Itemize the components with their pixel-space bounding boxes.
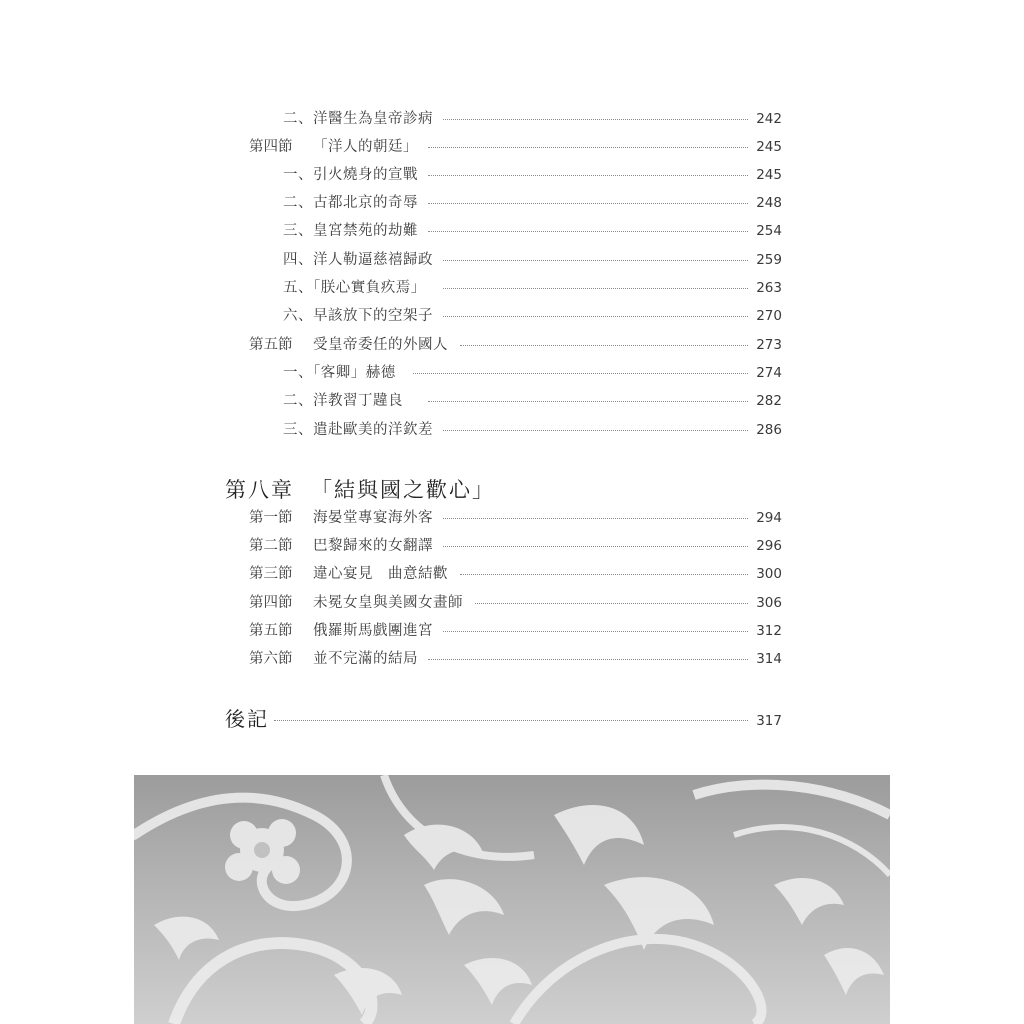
dot-leader <box>443 546 748 547</box>
toc-item-label: 二、洋醫生為皇帝診病 <box>283 111 433 127</box>
toc-item-label: 三、皇宮禁苑的劫難 <box>283 223 418 239</box>
dot-leader <box>428 147 748 148</box>
toc-item[interactable] <box>0 274 1024 302</box>
page-number: 300 <box>756 566 782 582</box>
toc-section[interactable] <box>0 133 1024 161</box>
toc-item[interactable] <box>0 359 1024 387</box>
page-number: 248 <box>756 195 782 211</box>
dot-leader <box>428 231 748 232</box>
page-number: 245 <box>756 139 782 155</box>
toc-section[interactable] <box>0 560 1024 588</box>
toc-section[interactable] <box>0 617 1024 645</box>
toc-item-label: 四、洋人勒逼慈禧歸政 <box>283 252 433 268</box>
dot-leader <box>443 119 748 120</box>
dot-leader <box>428 203 748 204</box>
toc-afterword[interactable] <box>0 704 1024 734</box>
section-number: 第六節 <box>249 651 293 667</box>
toc-item-label: 六、早該放下的空架子 <box>283 308 433 324</box>
page-number: 312 <box>756 623 782 639</box>
dot-leader <box>443 430 748 431</box>
page-number: 254 <box>756 223 782 239</box>
page-number: 245 <box>756 167 782 183</box>
dot-leader <box>443 518 748 519</box>
dot-leader <box>428 401 748 402</box>
toc-item-label: 二、洋教習丁韙良 <box>283 393 403 409</box>
toc-item-label: 三、遣赴歐美的洋欽差 <box>283 422 433 438</box>
floral-scroll-pattern <box>134 775 890 1024</box>
section-number: 第四節 <box>249 595 293 611</box>
dot-leader <box>443 260 748 261</box>
section-number: 第一節 <box>249 510 293 526</box>
toc-section[interactable] <box>0 504 1024 532</box>
dot-leader <box>475 603 748 604</box>
page-number: 273 <box>756 337 782 353</box>
toc-item-label: 一、引火燒身的宣戰 <box>283 167 418 183</box>
dot-leader <box>428 659 748 660</box>
toc-item-label: 五、「朕心實負疚焉」 <box>283 280 426 296</box>
section-title: 並不完滿的結局 <box>313 651 418 667</box>
chapter-title: 「結與國之歡心」 <box>311 478 495 502</box>
section-number: 第五節 <box>249 623 293 639</box>
dot-leader <box>460 345 748 346</box>
page-number: 294 <box>756 510 782 526</box>
page-number: 317 <box>756 713 782 729</box>
toc-section[interactable] <box>0 331 1024 359</box>
toc-item[interactable] <box>0 189 1024 217</box>
section-title: 受皇帝委任的外國人 <box>313 337 448 353</box>
afterword-title: 後記 <box>225 707 269 731</box>
toc-item[interactable] <box>0 246 1024 274</box>
dot-leader <box>274 720 748 721</box>
toc-item[interactable] <box>0 302 1024 330</box>
page-number: 314 <box>756 651 782 667</box>
page-number: 242 <box>756 111 782 127</box>
page-number: 286 <box>756 422 782 438</box>
chapter-number: 第八章 <box>225 478 294 502</box>
chapter-heading[interactable] <box>225 474 495 506</box>
section-title: 未冕女皇與美國女畫師 <box>313 595 463 611</box>
dot-leader <box>428 175 748 176</box>
dot-leader <box>443 288 748 289</box>
section-number: 第四節 <box>249 139 293 155</box>
toc-item[interactable] <box>0 105 1024 133</box>
page-number: 274 <box>756 365 782 381</box>
page-number: 263 <box>756 280 782 296</box>
page-number: 282 <box>756 393 782 409</box>
toc-section[interactable] <box>0 645 1024 673</box>
page-number: 259 <box>756 252 782 268</box>
dot-leader <box>413 373 748 374</box>
dot-leader <box>443 631 748 632</box>
toc-item-label: 一、「客卿」赫德 <box>283 365 396 381</box>
toc-section[interactable] <box>0 589 1024 617</box>
section-title: 「洋人的朝廷」 <box>313 139 418 155</box>
toc-item[interactable] <box>0 387 1024 415</box>
toc-item-label: 二、古都北京的奇辱 <box>283 195 418 211</box>
toc-item[interactable] <box>0 217 1024 245</box>
dot-leader <box>460 574 748 575</box>
floral-ornament-banner <box>134 775 890 1024</box>
section-number: 第三節 <box>249 566 293 582</box>
page-number: 296 <box>756 538 782 554</box>
section-title: 俄羅斯馬戲團進宮 <box>313 623 433 639</box>
toc-item[interactable] <box>0 161 1024 189</box>
toc-section[interactable] <box>0 532 1024 560</box>
page-number: 270 <box>756 308 782 324</box>
section-title: 違心宴見 曲意結歡 <box>313 566 448 582</box>
section-number: 第二節 <box>249 538 293 554</box>
dot-leader <box>443 316 748 317</box>
section-number: 第五節 <box>249 337 293 353</box>
toc-item[interactable] <box>0 416 1024 444</box>
section-title: 海晏堂專宴海外客 <box>313 510 433 526</box>
section-title: 巴黎歸來的女翻譯 <box>313 538 433 554</box>
page-number: 306 <box>756 595 782 611</box>
